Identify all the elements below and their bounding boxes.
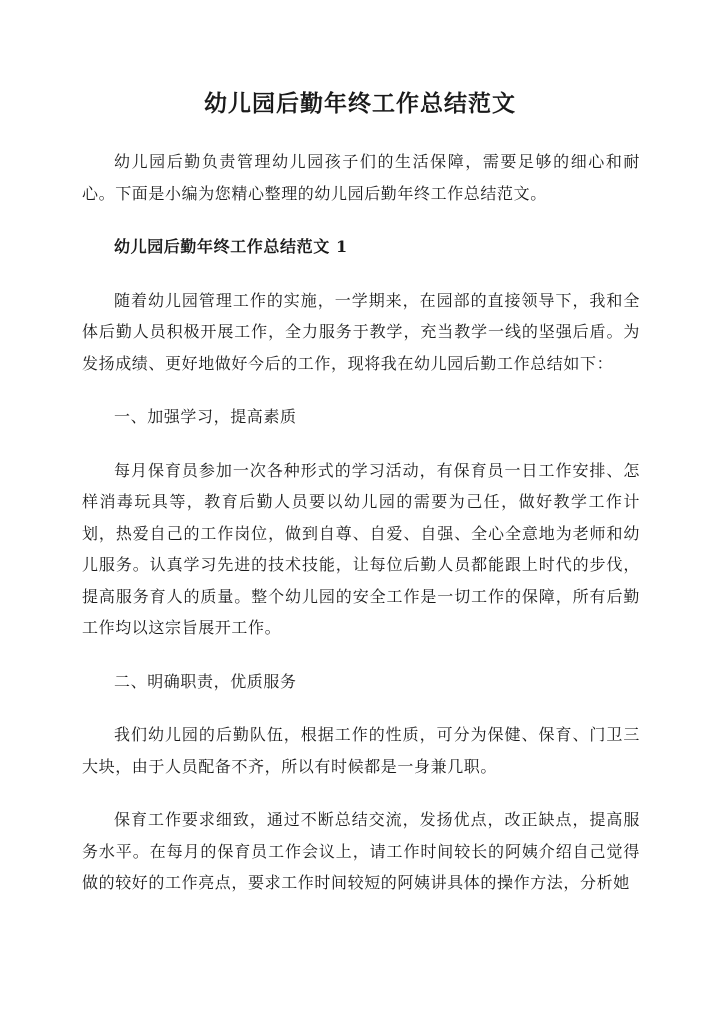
paragraph-1: 随着幼儿园管理工作的实施，一学期来，在园部的直接领导下，我和全体后勤人员积极开展工作，全力服务于教学，充当教学一线的坚强后盾。为发扬成绩、更好地做好今后的工作，现将我在幼儿园后勤工作总结如下： [82,290,640,373]
heading-2: 二、明确职责，优质服务 [114,671,297,691]
paragraph-2: 每月保育员参加一次各种形式的学习活动，有保育员一日工作安排、怎样消毒玩具等，教育后勤人员要以幼儿园的需要为己任，做好教学工作计划，热爱自己的工作岗位，做到自尊、自爱、自强、全心全意地为老师和幼儿服务。认真学习先进的技术技能，让每位后勤人员都能跟上时代的步伐，提高服务育人的质量。整个幼儿园的安全工作是一切工作的保障，所有后勤工作均以这宗旨展开工作。 [82,460,640,637]
paragraph-3: 我们幼儿园的后勤队伍，根据工作的性质，可分为保健、保育、门卫三大块，由于人员配备不齐，所以有时候都是一身兼几职。 [82,725,640,776]
intro-paragraph: 幼儿园后勤负责管理幼儿园孩子们的生活保障，需要足够的细心和耐心。下面是小编为您精心整理的幼儿园后勤年终工作总结范文。 [82,152,640,203]
section-title: 幼儿园后勤年终工作总结范文 1 [114,237,348,256]
document-body [82,146,640,921]
document-title: 幼儿园后勤年终工作总结范文 [204,90,516,117]
heading-1: 一、加强学习，提高素质 [114,407,297,426]
paragraph-4: 保育工作要求细致，通过不断总结交流，发扬优点，改正缺点，提高服务水平。在每月的保育员工作会议上，请工作时间较长的阿姨介绍自己觉得做的较好的工作亮点，要求工作时间较短的阿姨讲具体的操作方法，分析她 [82,810,640,892]
